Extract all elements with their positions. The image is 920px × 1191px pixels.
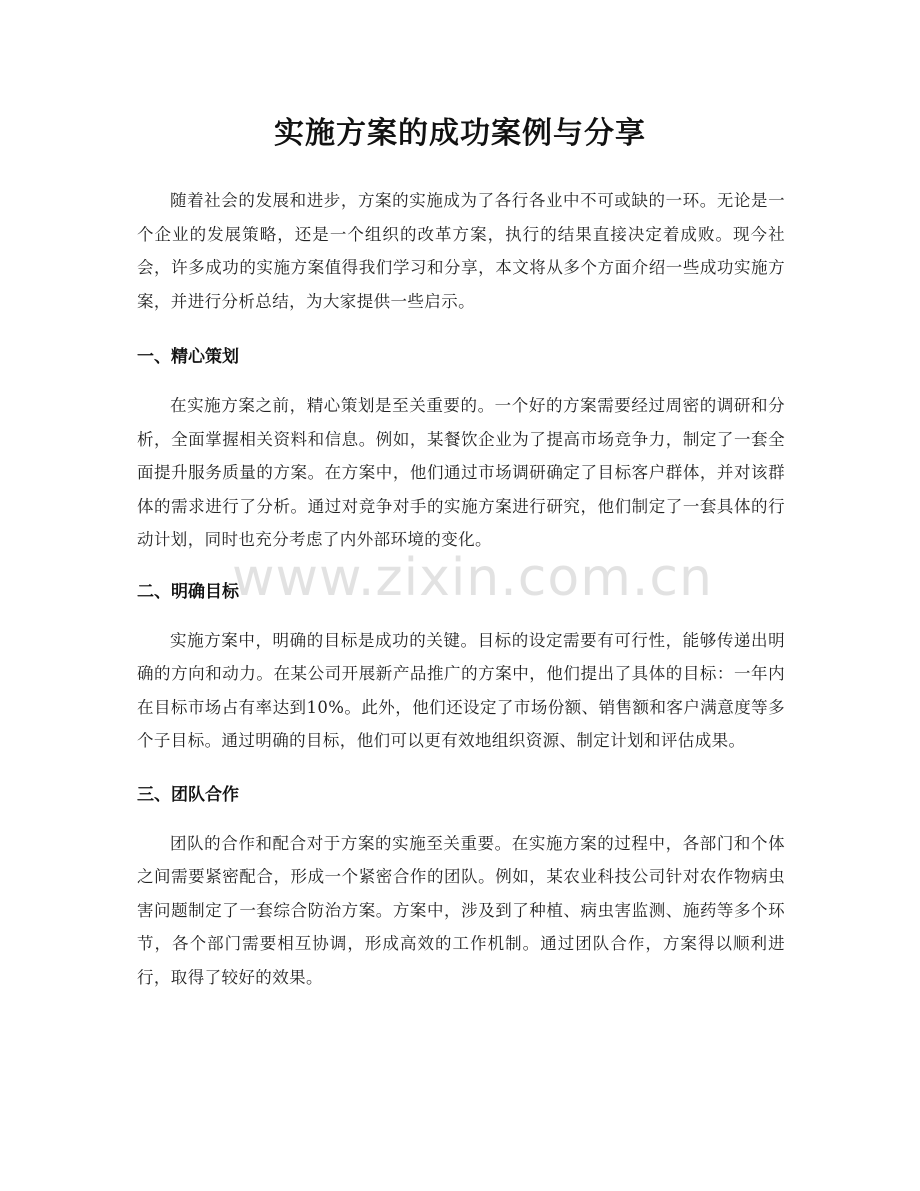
section-paragraph-teamwork: 团队的合作和配合对于方案的实施至关重要。在实施方案的过程中，各部门和个体之间需要紧密配合，形成一个紧密合作的团队。例如，某农业科技公司针对农作物病虫害问题制定了一套综合防治方案。方案中，涉及到了种植、病虫害监测、施药等多个环节，各个部门需要相互协调，形成高效的工作机制。通过团队合作，方案得以顺利进行，取得了较好的效果。: [137, 833, 785, 987]
section-paragraph-goals: 实施方案中，明确的目标是成功的关键。目标的设定需要有可行性，能够传递出明确的方向和动力。在某公司开展新产品推广的方案中，他们提出了具体的目标：一年内在目标市场占有率达到10%。此外，他们还设定了市场份额、销售额和客户满意度等多个子目标。通过明确的目标，他们可以更有效地组织资源、制定计划和评估成果。: [137, 630, 785, 750]
page-title: 实施方案的成功案例与分享: [274, 116, 646, 151]
section-heading-planning: 一、精心策划: [137, 347, 239, 367]
section-heading-goals: 二、明确目标: [137, 581, 239, 602]
document-body: [137, 184, 785, 994]
section-heading-teamwork: 三、团队合作: [137, 784, 239, 805]
watermark: www.zixin.com.cn: [232, 548, 713, 608]
section-paragraph-planning: 在实施方案之前，精心策划是至关重要的。一个好的方案需要经过周密的调研和分析，全面掌握相关资料和信息。例如，某餐饮企业为了提高市场竞争力，制定了一套全面提升服务质量的方案。在方案中，他们通过市场调研确定了目标客户群体，并对该群体的需求进行了分析。通过对竞争对手的实施方案进行研究，他们制定了一套具体的行动计划，同时也充分考虑了内外部环境的变化。: [137, 396, 785, 549]
intro-paragraph: 随着社会的发展和进步，方案的实施成为了各行各业中不可或缺的一环。无论是一个企业的发展策略，还是一个组织的改革方案，执行的结果直接决定着成败。现今社会，许多成功的实施方案值得我们学习和分享，本文将从多个方面介绍一些成功实施方案，并进行分析总结，为大家提供一些启示。: [137, 191, 785, 311]
